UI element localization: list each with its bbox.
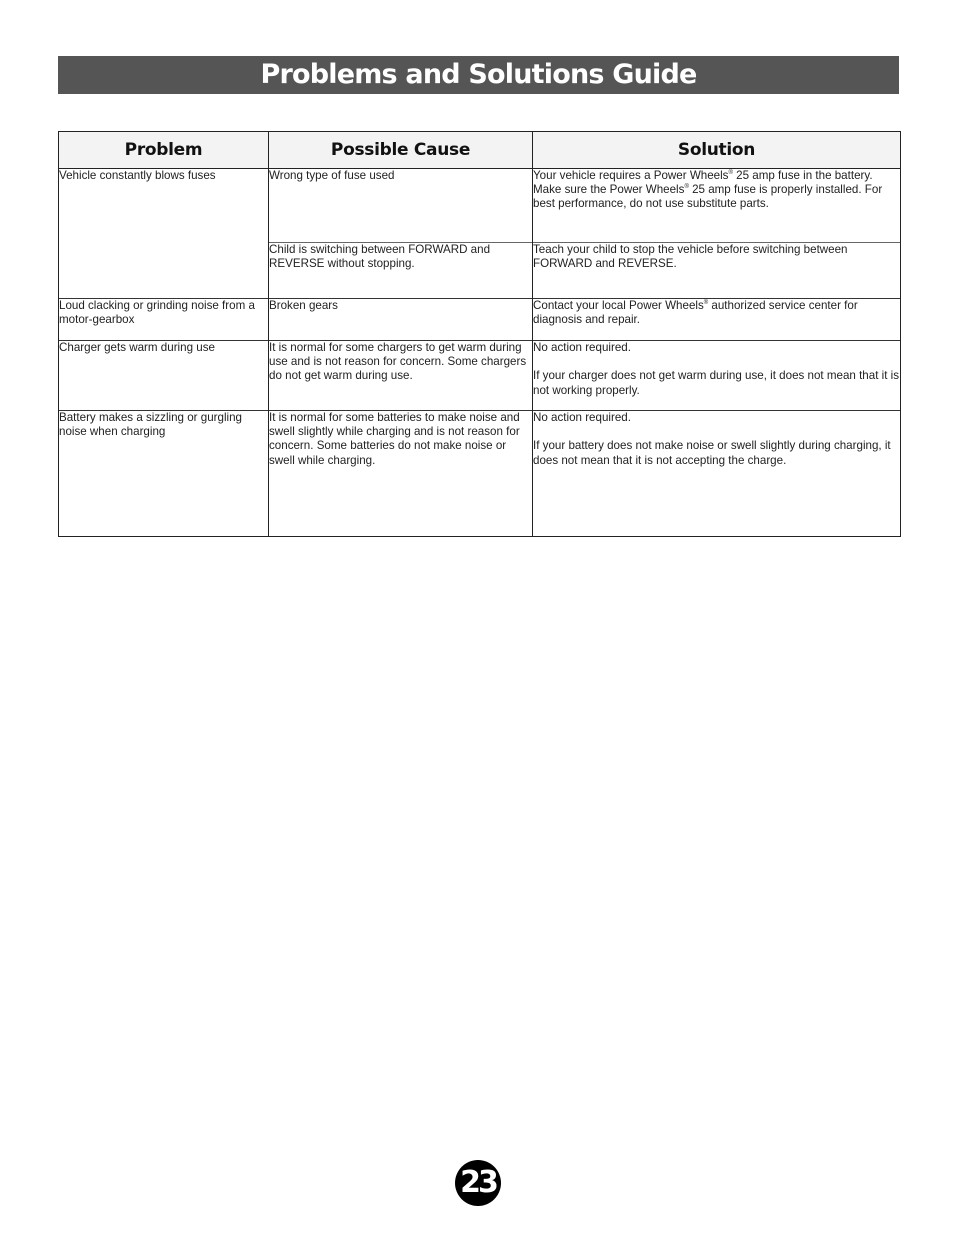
problem-cell [59, 411, 269, 537]
header-problem: Problem [59, 132, 269, 169]
table-row [59, 299, 901, 341]
header-solution: Solution [533, 132, 901, 169]
solution-text: Teach your child to stop the vehicle before switching between FORWARD and REVERSE. [533, 243, 848, 271]
solution-text: No action required. [533, 411, 631, 424]
solution-cell [533, 243, 901, 299]
solution-text: If your charger does not get warm during use, it does not mean that it is not working properly. [533, 369, 900, 397]
solution-text-part: 25 amp fuse in the battery. Make sure the Power Wheels [533, 169, 873, 197]
problem-text: Charger gets warm during use [59, 341, 215, 354]
solution-cell [533, 341, 901, 411]
table-header-row [59, 132, 901, 169]
problem-cell [59, 299, 269, 341]
cause-cell [269, 411, 533, 537]
cause-cell [269, 169, 533, 243]
header-possible-cause: Possible Cause [269, 132, 533, 169]
cause-text: It is normal for some chargers to get warm during use and is not reason for concern. Some chargers do not get warm during use. [269, 341, 527, 383]
cause-text: Wrong type of fuse used [269, 169, 395, 182]
solution-text-part: 25 amp fuse is properly installed. For best performance, do not use substitute parts. [533, 183, 883, 211]
problem-text: Vehicle constantly blows fuses [59, 169, 216, 182]
cause-text: Child is switching between FORWARD and REVERSE without stopping. [269, 243, 491, 271]
cause-text: It is normal for some batteries to make noise and swell slightly while charging and is not reason for concern. Some batteries do not make noise or swell while charging. [269, 411, 520, 467]
page-title: Problems and Solutions Guide [58, 56, 899, 94]
cause-cell [269, 243, 533, 299]
problems-solutions-table [58, 131, 901, 537]
solution-text-part: authorized service center for diagnosis and repair. [533, 299, 858, 327]
solution-text: If your battery does not make noise or swell slightly during charging, it does not mean that it is not accepting the charge. [533, 439, 891, 467]
problem-text: Loud clacking or grinding noise from a motor-gearbox [59, 299, 255, 327]
table-row [59, 411, 901, 537]
solution-cell [533, 299, 901, 341]
solution-text-part: Your vehicle requires a Power Wheels [533, 169, 729, 182]
registered-mark: ® [728, 170, 733, 176]
problem-cell [59, 169, 269, 299]
cause-text: Broken gears [269, 299, 338, 312]
cause-cell [269, 341, 533, 411]
cause-cell [269, 299, 533, 341]
page-number-badge: 23 [455, 1160, 501, 1206]
problem-text: Battery makes a sizzling or gurgling noise when charging [59, 411, 243, 439]
solution-text-part: Contact your local Power Wheels [533, 299, 704, 312]
table-row [59, 341, 901, 411]
solution-cell [533, 169, 901, 243]
solution-text: No action required. [533, 341, 631, 354]
problem-cell [59, 341, 269, 411]
table-row [59, 169, 901, 243]
solution-cell [533, 411, 901, 537]
registered-mark: ® [684, 184, 689, 191]
registered-mark: ® [703, 300, 709, 306]
